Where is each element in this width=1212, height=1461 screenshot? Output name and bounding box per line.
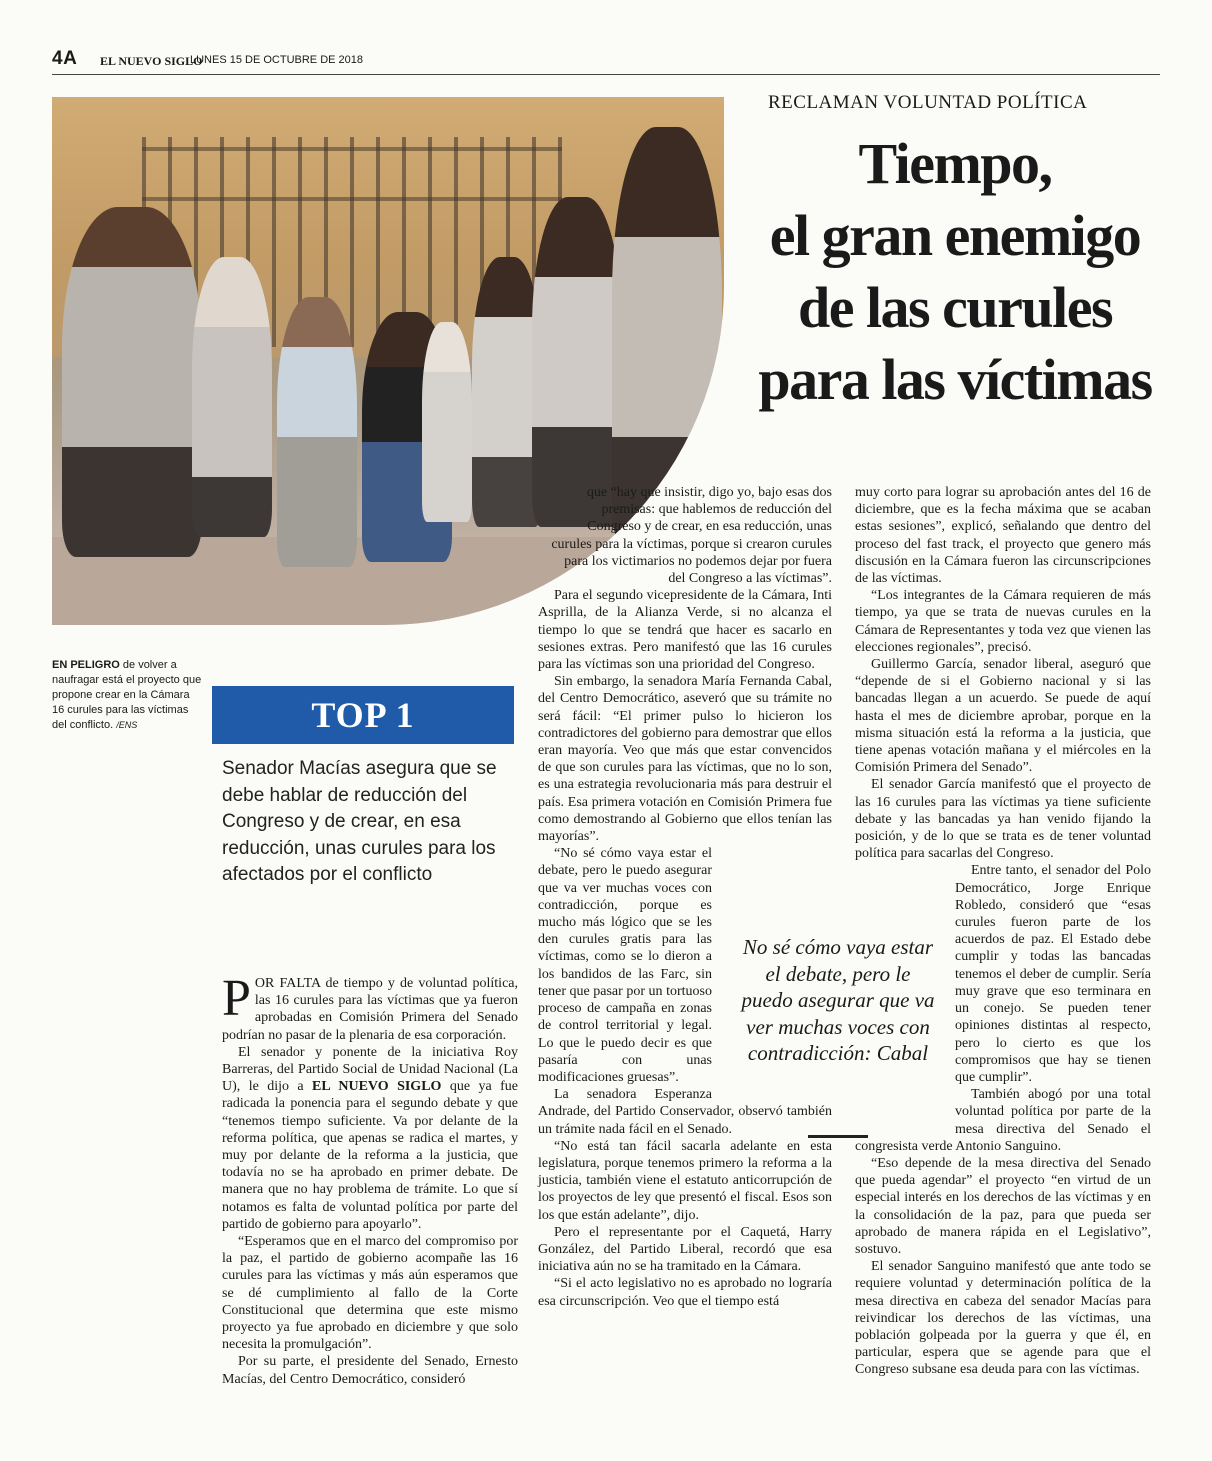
- paragraph: [222, 970, 518, 1044]
- paragraph: El senador García manifestó que el proyecto de las 16 curules para las víctimas ya tiene suficiente debate y las bancadas ya han venido fijando la posición, y de lo que se trata es de tener voluntad política para sacarlas del Congreso.: [855, 777, 1151, 862]
- body-column-3: [855, 484, 1151, 1379]
- paragraph: Guillermo García, senador liberal, aseguró que “depende de si el Gobierno nacional y si las bancadas llegan a un acuerdo. Se puede de aquí hasta el mes de diciembre aprobar, porque en la misma situación está la reforma a la justicia, que tiene apenas votación mañana y el miércoles en la Comisión Primera del Senado”.: [855, 657, 1151, 776]
- paragraph-text: de tiempo y de voluntad política, las 16 curules para las víctimas que ya fueron aprobadas en Comisión Primera del Senado podrían no pasar de la plenaria de esa corporación.: [222, 976, 518, 1043]
- paragraph: El senador Sanguino manifestó que ante todo se requiere voluntad y determinación política de la mesa directiva en cabeza del senador Macías para reivindicar los derechos de las víctimas, una población golpeada por la guerra y que él, en particular, espera que se agende para que el Congreso subsane esa deuda para con las víctimas.: [855, 1259, 1151, 1378]
- headline: [700, 128, 1210, 416]
- paragraph: Pero el representante por el Caquetá, Harry González, del Partido Liberal, recordó que esa iniciativa aún no se ha tramitado en la Cámara.: [538, 1224, 832, 1275]
- newspaper-name: EL NUEVO SIGLO: [312, 1079, 442, 1095]
- kicker: RECLAMAN VOLUNTAD POLÍTICA: [768, 92, 1088, 113]
- paragraph: que “hay que insistir, digo yo, bajo esas dos premisas: que hablemos de reducción del Congreso y de crear, en esa reducción, unas curules para la víctimas, porque si crearon curules para los victimarios no podemos dejar por fuera del Congreso a las víctimas”.: [551, 485, 832, 587]
- masthead: EL NUEVO SIGLO: [100, 54, 203, 68]
- page-number: 4A: [52, 48, 78, 69]
- headline-line: de las curules: [797, 275, 1113, 340]
- dateline: LUNES 15 DE OCTUBRE DE 2018: [190, 54, 364, 66]
- header-rule: [52, 74, 1160, 75]
- body-column-2: [538, 484, 832, 1310]
- paragraph: [222, 1044, 518, 1233]
- paragraph: muy corto para lograr su aprobación antes del 16 de diciembre, que es la fecha máxima que se acaban estas sesiones”, explicó, señalando que dentro del proceso del fast track, el proyecto que genero más discusión en la Cámara fueron las circunscripciones de las víctimas.: [855, 485, 1151, 587]
- paragraph: “Esperamos que en el marco del compromiso por la paz, el partido de gobierno acompañe las 16 curules para las víctimas y más aún esperamos que se dé cumplimiento al fallo de la Corte Constitucional que determina que este mismo proyecto ya fue aprobado en diciembre y que solo necesita la promulgación”.: [222, 1234, 518, 1353]
- body-column-1: [222, 970, 518, 1388]
- pull-quote-rule: [808, 1135, 868, 1138]
- headline-line: para las víctimas: [758, 347, 1152, 412]
- paragraph: “No sé cómo vaya estar el debate, pero le puedo asegurar que va ver muchas voces con contradicción, porque es mucho más lógico que se les den curules gratis para las víctimas, como se lo dieron a los bandidos de las Farc, sin tener que pasar por un tortuoso proceso de campaña en zonas de control territorial y legal. Lo que le puedo decir es que pasaría con unas modificaciones gruesas”.: [538, 846, 712, 1085]
- headline-line: el gran enemigo: [769, 203, 1141, 268]
- top-summary: Senador Macías asegura que se debe hablar de reducción del Congreso y de crear, en esa reducción, unas curules para los afectados por el conflicto: [222, 758, 497, 885]
- paragraph: “Si el acto legislativo no es aprobado no lograría esa circunscripción. Veo que el tiempo está: [538, 1276, 832, 1309]
- paragraph: “Eso depende de la mesa directiva del Senado que pueda agendar” el proyecto “en virtud de un especial interés en los derechos de las víctimas y en la consolidación de la paz, para que pueda ser aprobado de manera rápida en el Legislativo”, sostuvo.: [855, 1155, 1151, 1257]
- top-label-box: TOP 1: [212, 686, 514, 744]
- paragraph: Por su parte, el presidente del Senado, Ernesto Macías, del Centro Democrático, consideró: [222, 1354, 518, 1387]
- paragraph-text: El senador y ponente de la iniciativa Roy Barreras, del Partido Social de Unidad Nacional (La U), le dijo a: [222, 1044, 518, 1095]
- photo-caption: [52, 658, 202, 733]
- headline-line: Tiempo,: [858, 131, 1052, 196]
- paragraph: “No está tan fácil sacarla adelante en esta legislatura, porque tenemos primero la reforma a la justicia, también viene el estatuto anticorrupción de los proyectos de ley que presentó el fiscal. Esos son los que están adelante”, dijo.: [538, 1138, 832, 1223]
- paragraph: Sin embargo, la senadora María Fernanda Cabal, del Centro Democrático, aseveró que su trámite no será fácil: “El primer pulso lo hicieron los contradictores del gobierno para demostrar que ellos eran mayoría. Veo que más que estar convencidos de que son curules para las víctimas, que no lo son, es una estrategia revolucionaria más para destruir el país. Esa primera votación en Comisión Primera fue como demostrando al Gobierno que ellos tenían las mayorías”.: [538, 674, 832, 845]
- paragraph: También abogó por una total voluntad política por parte de la mesa directiva del Senado el congresista verde Antonio Sanguino.: [855, 1087, 1151, 1154]
- lead-in: OR FALTA: [254, 976, 321, 991]
- paragraph: La senadora Esperanza Andrade, del Partido Conservador, observó también un trámite nada fácil en el Senado.: [538, 1087, 832, 1137]
- paragraph: Entre tanto, el senador del Polo Democrático, Jorge Enrique Robledo, consideró que “esas curules fueron parte de los acuerdos de paz. El Estado debe cumplir y todas las bancadas tenemos el deber de cumplir. Sería muy grave que eso terminara en un conejo. Se pueden tener opiniones distintas al respecto, pero lo cierto es que los compromisos que hay se tienen que cumplir”.: [955, 863, 1151, 1085]
- paragraph: Para el segundo vicepresidente de la Cámara, Inti Asprilla, de la Alianza Verde, si no alcanza el tiempo lo que se tendrá que hacer es sacarlo en sesiones extras. Pero manifestó que las 16 curules para las víctimas son una prioridad del Congreso.: [538, 588, 832, 673]
- paragraph: “Los integrantes de la Cámara requieren de más tiempo, ya que se trata de nuevas curules en la Cámara de Representantes y toda vez que vienen las elecciones regionales”, precisó.: [855, 588, 1151, 655]
- photo-credit: /ENS: [116, 720, 138, 730]
- caption-lead: EN PELIGRO: [52, 659, 120, 671]
- caption-text: de volver a naufragar está el proyecto que propone crear en la Cámara 16 curules para las víctimas del conflicto.: [52, 659, 202, 731]
- pull-quote: No sé cómo vaya estar el debate, pero le puedo asegurar que va ver muchas voces con contradicción: Cabal: [741, 935, 935, 1065]
- drop-cap: P: [222, 970, 251, 1027]
- paragraph-text: que ya fue radicada la ponencia para el segundo debate y que “tenemos tiempo suficiente. Va por delante de la reforma política, que apenas se radica el martes, y muy por delante de la reforma a la justicia, que todavía no se ha aprobado en primer debate. De manera que no hay problema de trámite. Lo que sí notamos es falta de voluntad política por parte del partido de gobierno para apoyarlo”.: [222, 1079, 518, 1232]
